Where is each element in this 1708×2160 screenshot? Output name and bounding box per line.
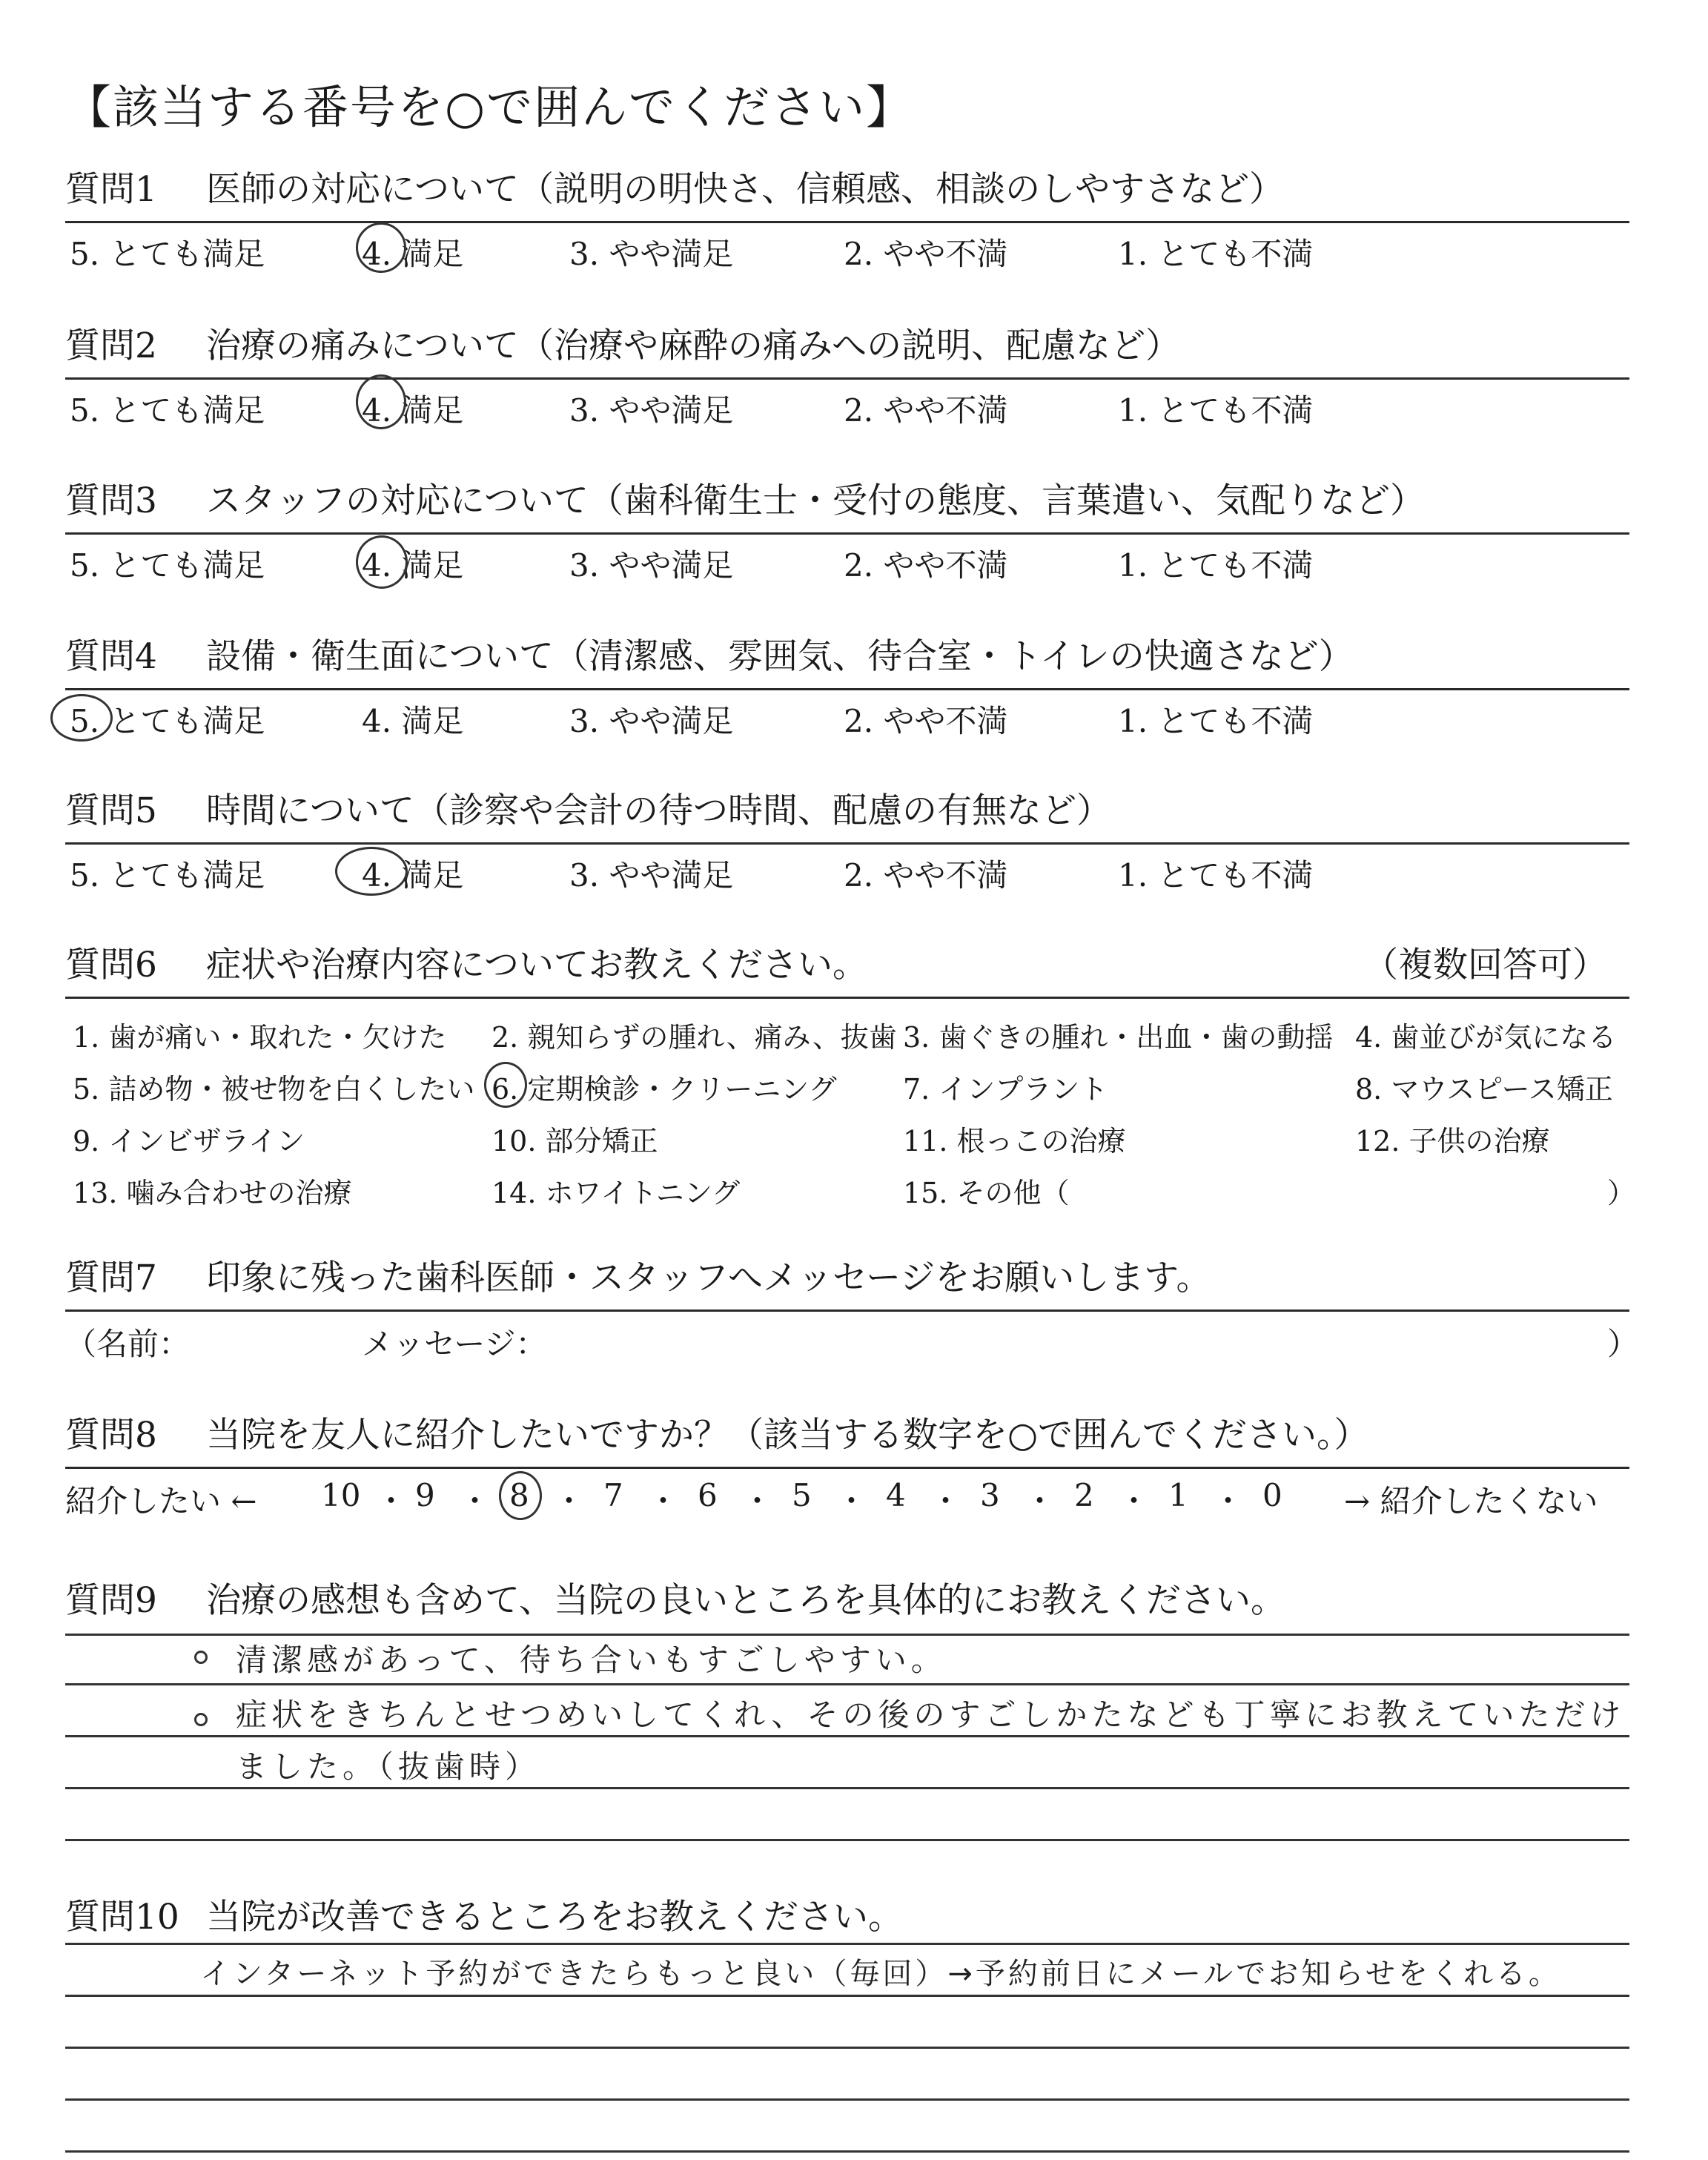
answer-line (65, 1787, 1629, 1789)
question-text: 医師の対応について（説明の明快さ、信頼感、相談のしやすさなど） (206, 169, 1285, 210)
question-text: 症状や治療内容についてお教えください。 (206, 945, 868, 985)
question-5 (65, 790, 1629, 896)
separator-dot: ・ (375, 1483, 407, 1519)
answer-line (65, 1735, 1629, 1737)
question-3 (65, 480, 1629, 586)
question-text: 当院を友人に紹介したいですか？（該当する数字を○で囲んでください。） (206, 1415, 1369, 1456)
bullet (194, 1713, 208, 1726)
name-label: （名前： (65, 1326, 191, 1362)
handwritten-answer: 清潔感があって、待ち合いもすごしやすい。 (236, 1642, 947, 1678)
rule (65, 688, 1629, 690)
separator-dot: ・ (459, 1483, 491, 1519)
options (65, 697, 1629, 742)
separator-dot: ・ (647, 1483, 679, 1519)
separator-dot: ・ (1024, 1483, 1056, 1519)
multiple-answers-note: （複数回答可） (1363, 945, 1607, 985)
symptom-option[interactable]: 8. マウスピース矯正 (1355, 1073, 1613, 1106)
question-text: 治療の痛みについて（治療や麻酔の痛みへの説明、配慮など） (206, 326, 1181, 366)
option-4[interactable]: 4. 満足 (362, 703, 464, 739)
question-8 (65, 1415, 1629, 1522)
option-5[interactable]: 5. とても満足 (70, 703, 265, 739)
option-3[interactable]: 3. やや満足 (569, 547, 734, 584)
symptom-option[interactable]: 6. 定期検診・クリーニング (491, 1073, 837, 1106)
recommend-number[interactable]: 4 (886, 1477, 906, 1513)
option-2[interactable]: 2. やや不満 (844, 392, 1008, 429)
rule (65, 1309, 1629, 1312)
symptom-option[interactable]: 10. 部分矯正 (491, 1125, 658, 1157)
close-paren: ） (1607, 1326, 1639, 1362)
message-fields (65, 1320, 1639, 1364)
symptom-option[interactable]: 11. 根っこの治療 (903, 1125, 1126, 1157)
recommend-right-label: → 紹介したくない (1344, 1483, 1598, 1519)
rule (65, 842, 1629, 845)
recommend-number[interactable]: 9 (415, 1477, 435, 1513)
answer-line (65, 1943, 1629, 1945)
symptom-option[interactable]: 7. インプラント (903, 1073, 1108, 1106)
question-10 (65, 1897, 1629, 1949)
separator-dot: ・ (835, 1483, 867, 1519)
question-9 (65, 1580, 1629, 1632)
recommend-number[interactable]: 8 (509, 1477, 529, 1513)
symptom-option[interactable]: 13. 噛み合わせの治療 (73, 1177, 352, 1209)
option-5[interactable]: 5. とても満足 (70, 392, 265, 429)
message-label: メッセージ： (362, 1326, 547, 1362)
handwritten-answer: 症状をきちんとせつめいしてくれ、その後のすごしかたなども丁寧にお教えていただけ (236, 1697, 1626, 1733)
option-3[interactable]: 3. やや満足 (569, 703, 734, 739)
option-5[interactable]: 5. とても満足 (70, 857, 265, 894)
separator-dot: ・ (930, 1483, 961, 1519)
question-number: 質問7 (65, 1258, 157, 1298)
option-1[interactable]: 1. とても不満 (1118, 392, 1314, 429)
option-1[interactable]: 1. とても不満 (1118, 857, 1314, 894)
option-4[interactable]: 4. 満足 (362, 236, 464, 272)
bullet (194, 1651, 208, 1664)
recommend-scale (65, 1477, 1629, 1522)
option-3[interactable]: 3. やや満足 (569, 392, 734, 429)
option-2[interactable]: 2. やや不満 (844, 236, 1008, 272)
question-text: 当院が改善できるところをお教えください。 (206, 1897, 903, 1938)
question-number: 質問2 (65, 326, 157, 366)
options (65, 851, 1629, 896)
options (65, 541, 1629, 586)
answer-line (65, 2098, 1629, 2101)
recommend-number[interactable]: 5 (792, 1477, 812, 1513)
question-6 (65, 945, 1636, 1237)
rule (65, 997, 1629, 999)
question-number: 質問1 (65, 169, 157, 210)
question-number: 質問10 (65, 1897, 179, 1938)
options (65, 230, 1629, 274)
question-text: 設備・衛生面について（清潔感、雰囲気、待合室・トイレの快適さなど） (206, 636, 1354, 677)
separator-dot: ・ (1212, 1483, 1244, 1519)
question-text: 時間について（診察や会計の待つ時間、配慮の有無など） (206, 790, 1112, 831)
page-heading: 【該当する番号を○で囲んでください】 (65, 80, 914, 134)
recommend-number[interactable]: 3 (980, 1477, 1000, 1513)
question-7 (65, 1258, 1639, 1364)
answer-line (65, 2150, 1629, 2153)
rule (65, 377, 1629, 380)
question-2 (65, 328, 1629, 431)
option-1[interactable]: 1. とても不満 (1118, 236, 1314, 272)
symptom-option[interactable]: 4. 歯並びが気になる (1355, 1021, 1617, 1054)
question-number: 質問6 (65, 945, 157, 985)
recommend-number[interactable]: 1 (1168, 1477, 1188, 1513)
option-2[interactable]: 2. やや不満 (844, 857, 1008, 894)
answer-line (65, 1839, 1629, 1841)
rule (65, 221, 1629, 223)
question-number: 質問4 (65, 636, 157, 677)
question-number: 質問3 (65, 480, 157, 521)
other-close-paren: ） (1607, 1177, 1636, 1209)
option-4[interactable]: 4. 満足 (362, 857, 464, 894)
option-2[interactable]: 2. やや不満 (844, 703, 1008, 739)
recommend-number[interactable]: 6 (698, 1477, 718, 1513)
handwritten-answer: ました。（抜歯時） (236, 1748, 541, 1785)
rule (65, 1467, 1629, 1469)
option-3[interactable]: 3. やや満足 (569, 236, 734, 272)
recommend-number[interactable]: 0 (1262, 1477, 1282, 1513)
symptom-option[interactable]: 3. 歯ぐきの腫れ・出血・歯の動揺 (903, 1021, 1334, 1054)
question-number: 質問5 (65, 790, 157, 831)
question-number: 質問8 (65, 1415, 157, 1456)
recommend-number[interactable]: 10 (321, 1477, 361, 1513)
option-4[interactable]: 4. 満足 (362, 547, 464, 584)
handwritten-answer: インターネット予約ができたらもっと良い（毎回）→予約前日にメールでお知らせをくれる。 (200, 1957, 1561, 1991)
separator-dot: ・ (553, 1483, 585, 1519)
symptom-option[interactable]: 14. ホワイトニング (491, 1177, 741, 1209)
option-5[interactable]: 5. とても満足 (70, 236, 265, 272)
symptom-option[interactable]: 12. 子供の治療 (1355, 1125, 1550, 1157)
option-4[interactable]: 4. 満足 (362, 392, 464, 429)
option-1[interactable]: 1. とても不満 (1118, 547, 1314, 584)
options (65, 386, 1629, 431)
option-3[interactable]: 3. やや満足 (569, 857, 734, 894)
symptom-option[interactable]: 5. 詰め物・被せ物を白くしたい (73, 1073, 475, 1106)
separator-dot: ・ (741, 1483, 773, 1519)
rule (65, 532, 1629, 535)
symptom-option[interactable]: 9. インビザライン (73, 1125, 305, 1157)
recommend-number[interactable]: 2 (1074, 1477, 1094, 1513)
question-1 (65, 169, 1629, 274)
question-text: スタッフの対応について（歯科衛生士・受付の態度、言葉遣い、気配りなど） (206, 480, 1426, 521)
question-text: 印象に残った歯科医師・スタッフへメッセージをお願いします。 (206, 1258, 1211, 1298)
symptom-option[interactable]: 1. 歯が痛い・取れた・欠けた (73, 1021, 447, 1054)
question-number: 質問9 (65, 1580, 157, 1621)
answer-line (65, 2047, 1629, 2049)
symptom-options (65, 1014, 1636, 1237)
answer-line (65, 1683, 1629, 1685)
question-4 (65, 636, 1629, 742)
recommend-left-label: 紹介したい ← (65, 1483, 257, 1519)
option-5[interactable]: 5. とても満足 (70, 547, 265, 584)
answer-line (65, 1995, 1629, 1997)
separator-dot: ・ (1118, 1483, 1150, 1519)
option-2[interactable]: 2. やや不満 (844, 547, 1008, 584)
symptom-option[interactable]: 2. 親知らずの腫れ、痛み、抜歯 (491, 1021, 897, 1054)
recommend-number[interactable]: 7 (603, 1477, 623, 1513)
question-text: 治療の感想も含めて、当院の良いところを具体的にお教えください。 (206, 1580, 1286, 1621)
symptom-option[interactable]: 15. その他（ (903, 1177, 1070, 1209)
option-1[interactable]: 1. とても不満 (1118, 703, 1314, 739)
